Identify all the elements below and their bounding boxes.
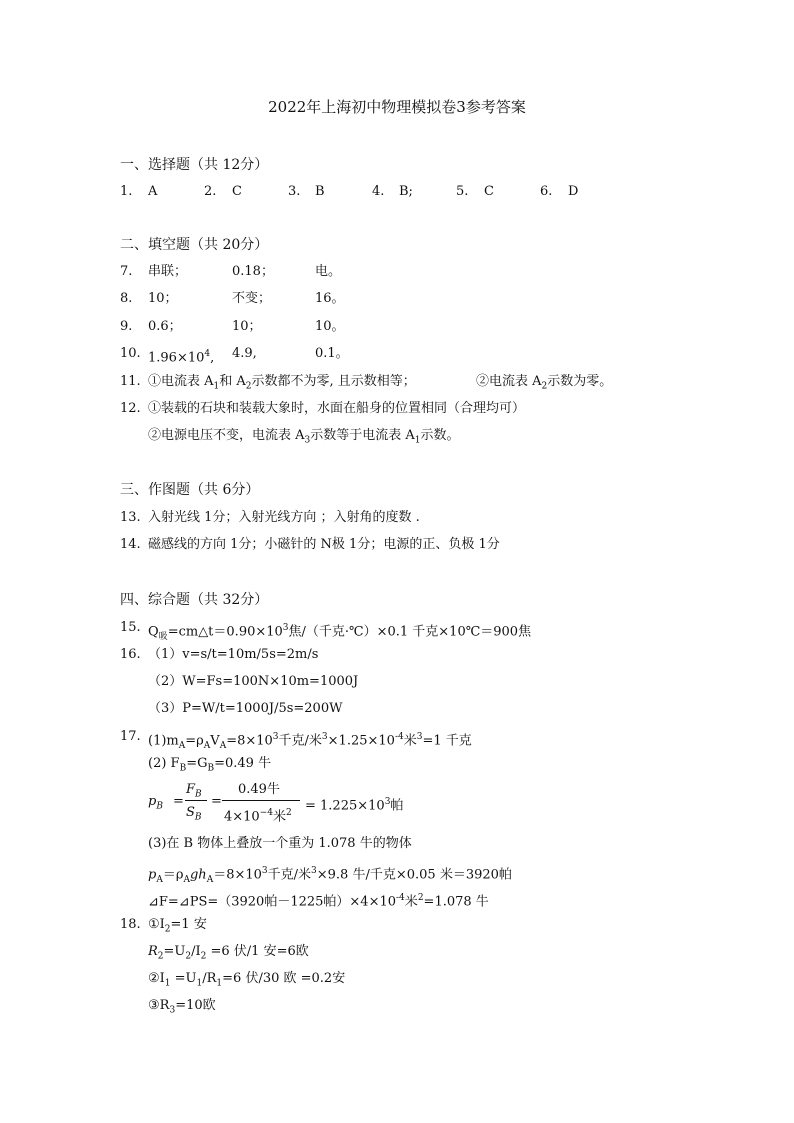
- answer-text: （3）P=W/t=1000J/5s=200W: [148, 701, 343, 716]
- section-heading-fill: 二、填空题（共 20分）: [120, 237, 269, 253]
- answer-text: (3)在 B 物体上叠放一个重为 1.078 牛的物体: [148, 836, 412, 851]
- fraction-denominator: $4\times 10^{-4}$米$^2$: [224, 808, 292, 825]
- question-number: 13.: [120, 510, 141, 525]
- answer-text: 10；: [148, 291, 178, 306]
- section-heading-comprehensive: 四、综合题（共 32分）: [120, 592, 269, 608]
- answer-text: 不变；: [232, 291, 272, 306]
- formula-equals: =: [211, 794, 222, 809]
- question-number: 12.: [120, 401, 141, 416]
- answer-text: 10。: [315, 319, 345, 334]
- choice-answer: D: [568, 184, 579, 199]
- question-number: 15.: [120, 620, 141, 635]
- question-number: 11.: [120, 374, 141, 389]
- answer-text: $1.96\times 10^4$,: [148, 349, 215, 366]
- question-number: 8.: [120, 291, 133, 306]
- answer-text: ①电流表 $A_1$和 $A_2$示数都不为零, 且示数相等；: [148, 374, 416, 392]
- question-number: 18.: [120, 917, 141, 932]
- answer-text: $(1)m_A=\rho_AV_A=8\times 10^3$千克/米$^3\times 1.25\times 10^{-4}$米$^3$=1 千克: [148, 732, 472, 751]
- section-heading-choice: 一、选择题（共 12分）: [120, 157, 269, 173]
- fraction-bar: [185, 800, 207, 801]
- answer-text: $①I_2=1$ 安: [148, 917, 207, 935]
- answer-text: 串联；: [148, 264, 188, 279]
- choice-number: 2.: [204, 184, 217, 199]
- answer-text: $R_2=U_2/I_2 =6$ 伏/1 安=6欧: [148, 944, 309, 962]
- answer-text: 磁感线的方向 1分；小磁针的 N极 1分；电源的正、负极 1分: [148, 537, 500, 552]
- choice-answer: A: [148, 184, 158, 199]
- answer-text: 0.18；: [232, 264, 274, 279]
- choice-answer: B;: [399, 184, 413, 199]
- choice-number: 5.: [456, 184, 469, 199]
- question-number: 14.: [120, 537, 141, 552]
- question-number: 10.: [120, 346, 141, 361]
- formula-result: = $1.225\times 10^3$帕: [305, 797, 404, 814]
- formula-equals: =: [173, 794, 184, 809]
- answer-text: 0.1。: [315, 346, 349, 361]
- fraction-bar: [222, 800, 300, 801]
- answer-text: 16。: [315, 291, 345, 306]
- answer-text: （2）W=Fs=100N×10m=1000J: [148, 674, 359, 689]
- choice-number: 3.: [288, 184, 301, 199]
- answer-text: ①装载的石块和装载大象时，水面在船身的位置相同（合理均可）: [148, 401, 526, 416]
- choice-number: 6.: [540, 184, 553, 199]
- question-number: 17.: [120, 729, 141, 744]
- answer-text: 0.6；: [148, 319, 182, 334]
- question-number: 7.: [120, 264, 133, 279]
- formula-lhs: $p_B$: [148, 794, 163, 812]
- answer-text: $p_A=\rho_Agh_A=8\times 10^3$千克/米$^3$×9.8 牛/千克×0.05 米＝3920帕: [148, 866, 512, 885]
- answer-text: （1）v=s/t=10m/5s=2m/s: [148, 647, 319, 662]
- fraction-numerator: $F_B$: [186, 782, 202, 800]
- choice-number: 1.: [120, 184, 133, 199]
- answer-text: ②电源电压不变，电流表 $A_3$示数等于电流表 $A_1$示数。: [148, 428, 460, 446]
- answer-text: 10；: [232, 319, 262, 334]
- question-number: 9.: [120, 319, 133, 334]
- answer-text: (2) $F_B=G_B=0.49$ 牛: [148, 756, 272, 774]
- choice-number: 4.: [372, 184, 385, 199]
- fraction-numerator: 0.49牛: [238, 782, 280, 797]
- choice-answer: B: [315, 184, 325, 199]
- question-number: 16.: [120, 647, 141, 662]
- choice-answer: C: [232, 184, 242, 199]
- answer-text: 电。: [315, 264, 342, 279]
- choice-answer: C: [484, 184, 494, 199]
- fraction-denominator: $S_B$: [186, 805, 202, 823]
- answer-text: ②电流表 $A_2$示数为零。: [476, 374, 613, 392]
- page-title: 2022年上海初中物理模拟卷3参考答案: [268, 98, 526, 116]
- answer-text: 入射光线 1分；入射光线方向 ；入射角的度数 .: [148, 510, 420, 525]
- answer-text: ⊿F=⊿PS=（3920帕－1225帕）$\times 4\times 10^{-4}$米$^2$=1.078 牛: [148, 893, 489, 910]
- answer-text: $②I_1 =U_1/R_1=6$ 伏/30 欧 =0.2安: [148, 971, 346, 989]
- answer-text: 4.9,: [232, 346, 257, 361]
- section-heading-drawing: 三、作图题（共 6分）: [120, 482, 260, 498]
- answer-text: $③R_3=10$欧: [148, 998, 216, 1016]
- answer-text: $Q_吸=cm\triangle t=0.90\times 10^3$焦/（千克·℃）×0.1 千克×10℃＝900焦: [148, 623, 532, 642]
